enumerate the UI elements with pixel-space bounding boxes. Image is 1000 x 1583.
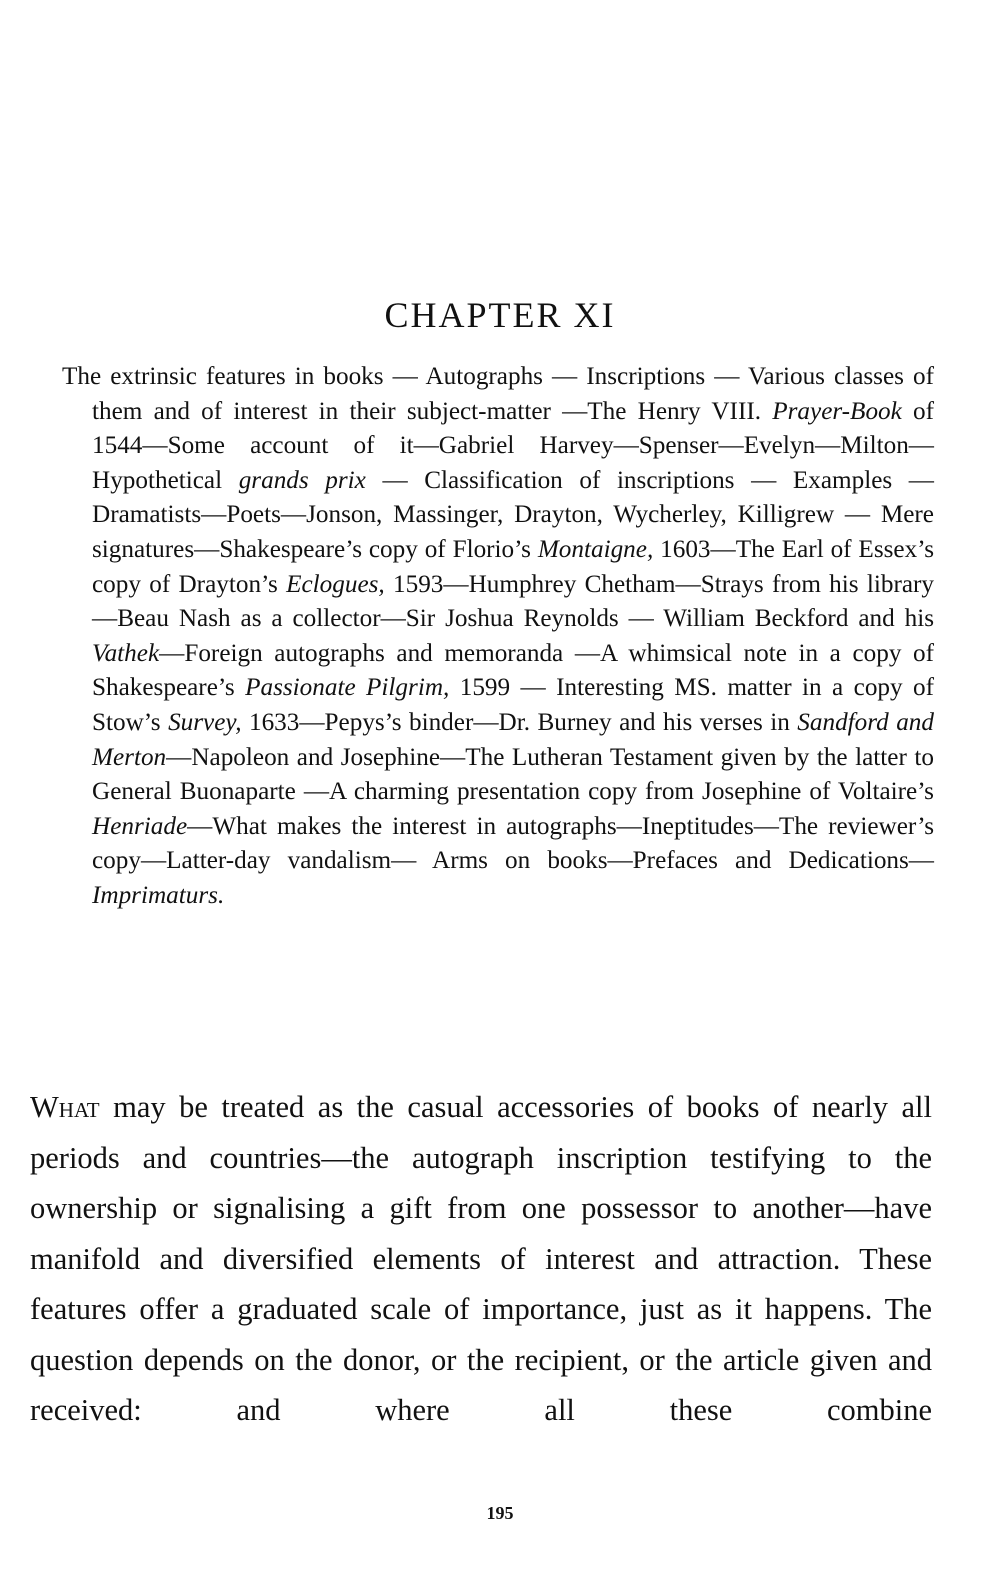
summary-text: of 1544—Some account of it—Gabriel Harvey—Spenser—Evelyn—Milton—Hypothetical <box>92 397 935 494</box>
page-number: 195 <box>486 1503 514 1523</box>
summary-italic-title: Vathek <box>92 639 160 667</box>
summary-italic-title: Montaigne, <box>537 535 654 563</box>
summary-italic-title: Prayer-Book <box>772 397 902 425</box>
summary-text: 1633—Pepys’s binder—Dr. Burney and his verses in <box>241 708 798 736</box>
summary-italic-title: Sandford and Merton <box>92 708 934 771</box>
body-text: may be treated as the casual accessories of books of nearly all periods and countries—the autograph inscription testifying to the ownership or signalising a gift from one possessor to another—have manifold and diversified elements of interest and attraction. These features offer a graduated scale of importance, just as it happens. The question depends on the donor, or the recipient, or the article given and received: and where all these combine <box>30 1090 932 1427</box>
summary-text: 1603—The Earl of Essex’s copy of Drayton’s <box>92 535 934 598</box>
summary-text: —What makes the interest in autographs—Ineptitudes—The reviewer’s copy—Latter-day vandalism— Arms on books—Prefaces and Dedications— <box>92 812 934 875</box>
summary-text: —Napoleon and Josephine—The Lutheran Testament given by the latter to General Buonaparte —A charming presentation copy from Josephine of Voltaire’s <box>92 743 934 806</box>
body-paragraph <box>30 1082 932 1436</box>
summary-text: 1599 — Interesting MS. matter in a copy of Stow’s <box>92 674 934 736</box>
chapter-title: CHAPTER XI <box>384 295 616 336</box>
summary-italic-title: Imprimaturs. <box>92 881 225 909</box>
summary-text: —Foreign autographs and memoranda —A whimsical note in a copy of Shakespeare’s <box>92 639 934 702</box>
summary-italic-title: grands prix <box>238 466 366 494</box>
opening-word: What <box>30 1090 100 1124</box>
summary-text: — Classification of inscriptions — Examples — Dramatists—Poets—Jonson, Massinger, Drayton, Wycherley, Killigrew — Mere signatures—Shakespeare’s copy of Florio’s <box>92 466 934 563</box>
summary-italic-title: Passionate Pilgrim, <box>245 674 450 702</box>
chapter-summary <box>62 360 935 914</box>
summary-text: 1593—Humphrey Chetham—Strays from his library —Beau Nash as a collector—Sir Joshua Reynolds — William Beckford and his <box>92 570 934 633</box>
summary-italic-title: Eclogues, <box>286 570 385 598</box>
summary-italic-title: Survey, <box>168 708 242 736</box>
summary-text: The extrinsic features in books — Autographs — Inscriptions — Various classes of them and of interest in their subject-matter —The Henry VIII. <box>62 363 934 425</box>
summary-italic-title: Henriade <box>92 812 188 840</box>
